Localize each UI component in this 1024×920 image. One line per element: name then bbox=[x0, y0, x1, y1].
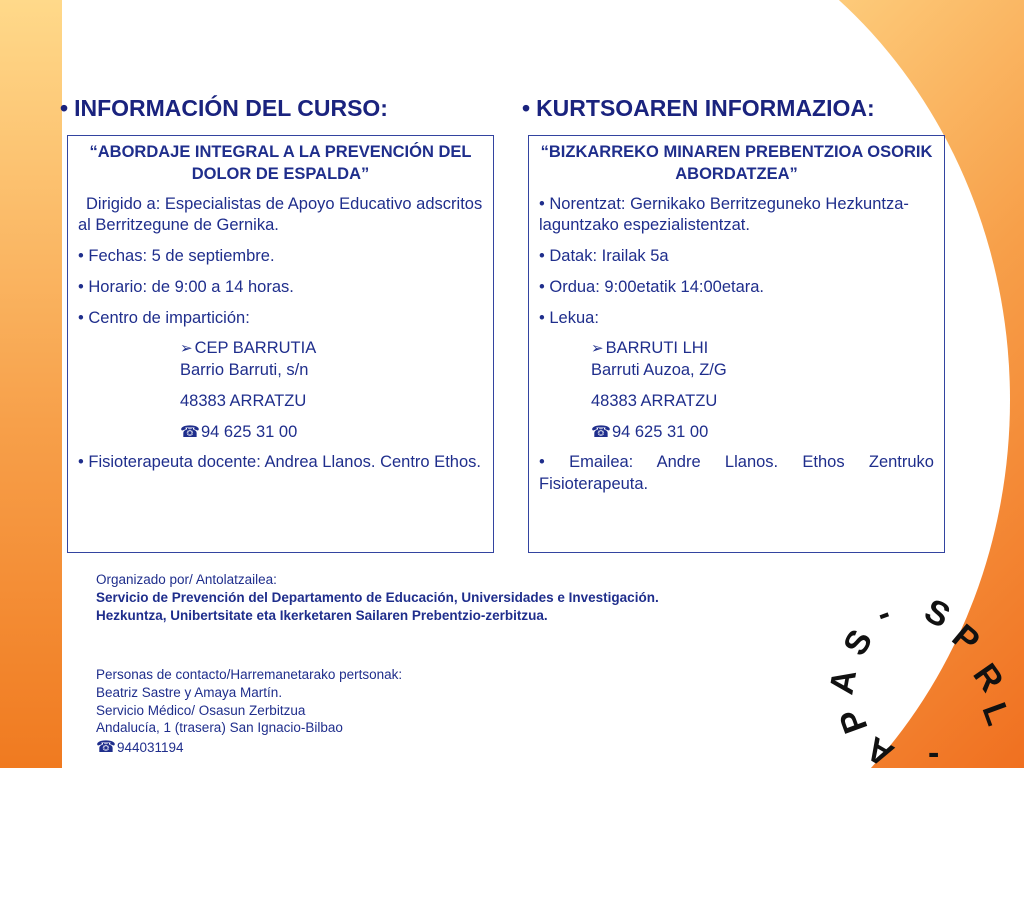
bullet-icon: • bbox=[78, 453, 89, 472]
right-info-box bbox=[528, 135, 945, 553]
svg-text:A: A bbox=[859, 728, 900, 774]
right-norentzat-item: • Norentzat: Gernikako Berritzeguneko Hezkuntza-laguntzako espezialistentzat. bbox=[539, 194, 909, 235]
phone-icon: ☎ bbox=[591, 423, 611, 441]
right-course-title: “BIZKARREKO MINAREN PREBENTZIOA OSORIK ABORDATZEA” bbox=[540, 143, 933, 183]
bullet-icon: • bbox=[78, 247, 89, 266]
left-place-street: Barrio Barruti, s/n bbox=[180, 361, 309, 380]
arrow-right-icon: ➢ bbox=[180, 340, 193, 358]
right-address bbox=[591, 338, 934, 443]
phone-icon: ☎ bbox=[180, 423, 200, 441]
left-place-name: ➢ CEP BARRUTIA bbox=[180, 339, 317, 358]
bullet-icon: • bbox=[539, 194, 550, 213]
svg-text:L: L bbox=[974, 697, 1018, 731]
left-centro-item: • Centro de impartición: bbox=[78, 308, 250, 327]
bullet-icon: • bbox=[522, 95, 531, 121]
organizer-line-2: Hezkuntza, Unibertsitate eta Ikerketaren Sailaren Prebentzio-zerbitzua. bbox=[96, 607, 548, 623]
left-place-postal: 48383 ARRATZU bbox=[180, 391, 307, 410]
left-info-box bbox=[67, 135, 494, 553]
right-teacher-item: • Emailea: Andre Llanos. Ethos Zentruko Fisioterapeuta. bbox=[539, 453, 934, 494]
contact-phone: ☎944031194 bbox=[96, 737, 402, 758]
contact-block bbox=[96, 666, 402, 758]
arrow-right-icon: ➢ bbox=[591, 340, 604, 358]
right-place-street: Barruti Auzoa, Z/G bbox=[591, 361, 727, 380]
right-ordua-item: • Ordua: 9:00etatik 14:00etara. bbox=[539, 277, 765, 296]
svg-text:-: - bbox=[928, 734, 940, 772]
bullet-icon: • bbox=[60, 95, 69, 121]
left-address bbox=[180, 338, 483, 443]
organizer-label: Organizado por/ Antolatzailea: bbox=[96, 572, 277, 587]
bullet-icon: • bbox=[539, 308, 550, 327]
organizer-block bbox=[96, 571, 659, 624]
right-heading: • KURTSOAREN INFORMAZIOA: bbox=[522, 95, 875, 121]
svg-text:-: - bbox=[871, 593, 896, 634]
svg-text:R: R bbox=[965, 656, 1011, 699]
right-place-phone: ☎94 625 31 00 bbox=[591, 422, 934, 444]
contact-label: Personas de contacto/Harremanetarako pertsonak: bbox=[96, 667, 403, 682]
svg-text:S: S bbox=[836, 623, 881, 662]
left-place-phone: ☎94 625 31 00 bbox=[180, 422, 483, 444]
phone-icon: ☎ bbox=[96, 739, 116, 757]
right-place-name: ➢ BARRUTI LHI bbox=[591, 339, 709, 358]
left-teacher-item: • Fisioterapeuta docente: Andrea Llanos. Centro Ethos. bbox=[78, 453, 481, 472]
left-dirigido: Dirigido a: Especialistas de Apoyo Educativo adscritos al Berritzegune de Gernika. bbox=[78, 194, 483, 235]
left-horario-item: • Horario: de 9:00 a 14 horas. bbox=[78, 277, 294, 296]
contact-address: Andalucía, 1 (trasera) San Ignacio-Bilbao bbox=[96, 720, 343, 736]
contact-names: Beatriz Sastre y Amaya Martín. bbox=[96, 684, 283, 700]
bullet-icon: • bbox=[78, 308, 89, 327]
bullet-icon: • bbox=[539, 453, 570, 472]
sprl-apas-logo bbox=[822, 588, 1022, 774]
contact-service: Servicio Médico/ Osasun Zerbitzua bbox=[96, 702, 306, 718]
organizer-line-1: Servicio de Prevención del Departamento de Educación, Universidades e Investigación. bbox=[96, 589, 659, 605]
svg-text:P: P bbox=[944, 617, 987, 661]
svg-text:P: P bbox=[832, 703, 876, 739]
left-orange-band bbox=[0, 0, 62, 768]
bullet-icon: • bbox=[539, 277, 550, 296]
bullet-icon: • bbox=[539, 247, 550, 266]
right-place-postal: 48383 ARRATZU bbox=[591, 391, 718, 410]
left-heading: • INFORMACIÓN DEL CURSO: bbox=[60, 95, 388, 121]
left-fechas-item: • Fechas: 5 de septiembre. bbox=[78, 247, 275, 266]
left-course-title: “ABORDAJE INTEGRAL A LA PREVENCIÓN DEL DOLOR DE ESPALDA” bbox=[89, 143, 472, 183]
svg-text:S: S bbox=[918, 591, 957, 636]
svg-text:A: A bbox=[822, 666, 865, 698]
right-datak-item: • Datak: Irailak 5a bbox=[539, 247, 669, 266]
bullet-icon: • bbox=[78, 277, 89, 296]
right-lekua-item: • Lekua: bbox=[539, 308, 599, 327]
